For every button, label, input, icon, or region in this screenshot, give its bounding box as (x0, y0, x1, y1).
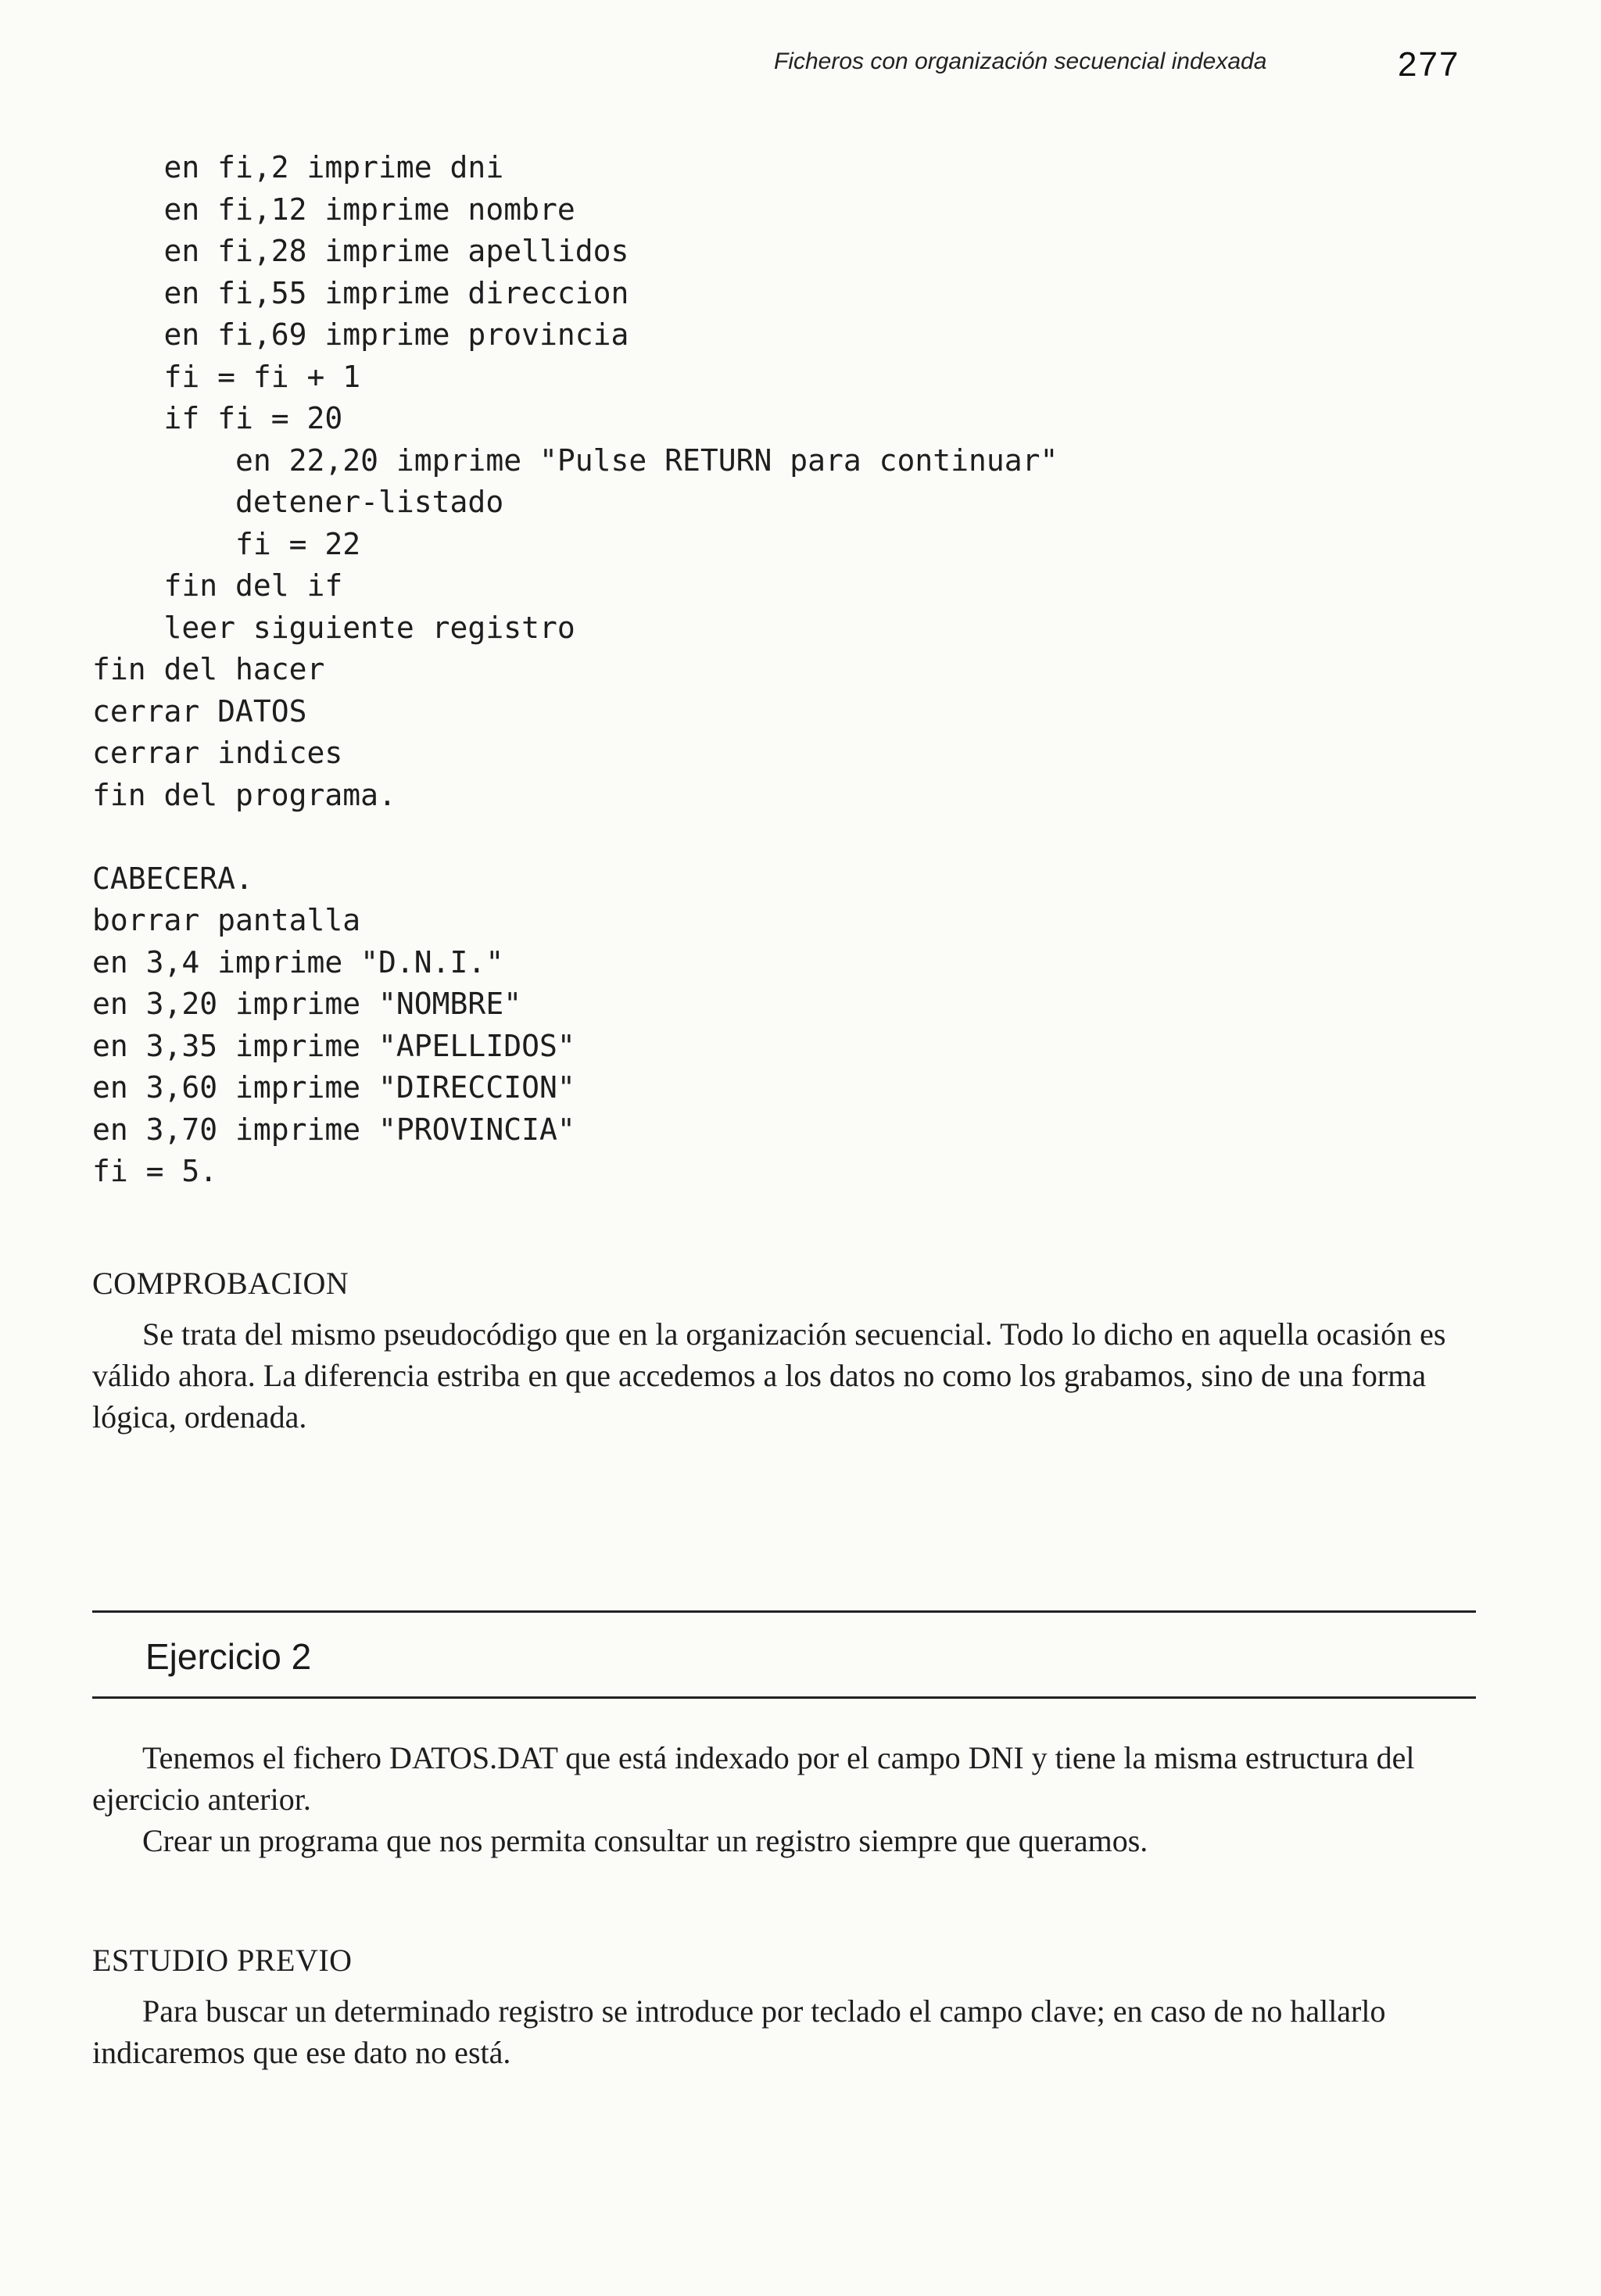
code-line: CABECERA. (92, 861, 253, 896)
section-rule-bottom (92, 1696, 1476, 1699)
code-line: en fi,55 imprime direccion (92, 275, 629, 310)
exercise-task: Crear un programa que nos permita consultar un registro siempre que queramos. (142, 1823, 1148, 1858)
running-head: Ficheros con organización secuencial indexada (774, 48, 1267, 74)
code-line: fin del hacer (92, 652, 325, 686)
code-line: en 3,20 imprime "NOMBRE" (92, 987, 522, 1021)
exercise-paragraph: Tenemos el fichero DATOS.DAT que está indexado por el campo DNI y tiene la misma estructura del ejercicio anterior. (92, 1740, 1415, 1817)
estudio-previo-paragraph: Para buscar un determinado registro se introduce por teclado el campo clave; en caso de no hallarlo indicaremos que ese dato no está. (92, 1993, 1386, 2070)
code-line: en 22,20 imprime "Pulse RETURN para continuar" (92, 442, 1058, 478)
code-line: detener-listado (92, 485, 504, 519)
code-line: leer siguiente registro (92, 610, 575, 645)
code-line-blank (92, 816, 1058, 858)
code-line: en 3,70 imprime "PROVINCIA" (92, 1112, 575, 1147)
code-line: if fi = 20 (92, 401, 343, 435)
code-line: en fi,28 imprime apellidos (92, 234, 629, 268)
code-line: en 3,35 imprime "APELLIDOS" (92, 1028, 575, 1063)
code-line: fi = 5. (92, 1154, 218, 1188)
code-line: en 3,4 imprime "D.N.I." (92, 944, 504, 980)
code-line: en fi,12 imprime nombre (92, 192, 575, 227)
code-listing (92, 147, 1058, 1193)
code-line: borrar pantalla (92, 903, 361, 937)
code-line: fi = fi + 1 (92, 359, 361, 394)
exercise-title: Ejercicio 2 (145, 1636, 312, 1677)
code-line: en fi,69 imprime provincia (92, 317, 629, 352)
code-line: fin del programa. (92, 777, 396, 812)
comprobacion-paragraph: Se trata del mismo pseudocódigo que en la organización secuencial. Todo lo dicho en aquella ocasión es válido ahora. La diferencia estriba en que accedemos a los datos no como los grabamos, sino de una forma lógica, ordenada. (92, 1316, 1446, 1435)
code-line: cerrar DATOS (92, 693, 307, 729)
comprobacion-heading: COMPROBACION (92, 1266, 349, 1301)
page-number: 277 (1398, 45, 1460, 84)
code-line: fi = 22 (92, 526, 361, 561)
code-line: en 3,60 imprime "DIRECCION" (92, 1070, 575, 1105)
estudio-previo-heading: ESTUDIO PREVIO (92, 1943, 353, 1978)
section-rule-top (92, 1610, 1476, 1613)
code-line: cerrar indices (92, 736, 343, 770)
code-line: fin del if (92, 568, 343, 603)
code-line: en fi,2 imprime dni (92, 150, 504, 184)
